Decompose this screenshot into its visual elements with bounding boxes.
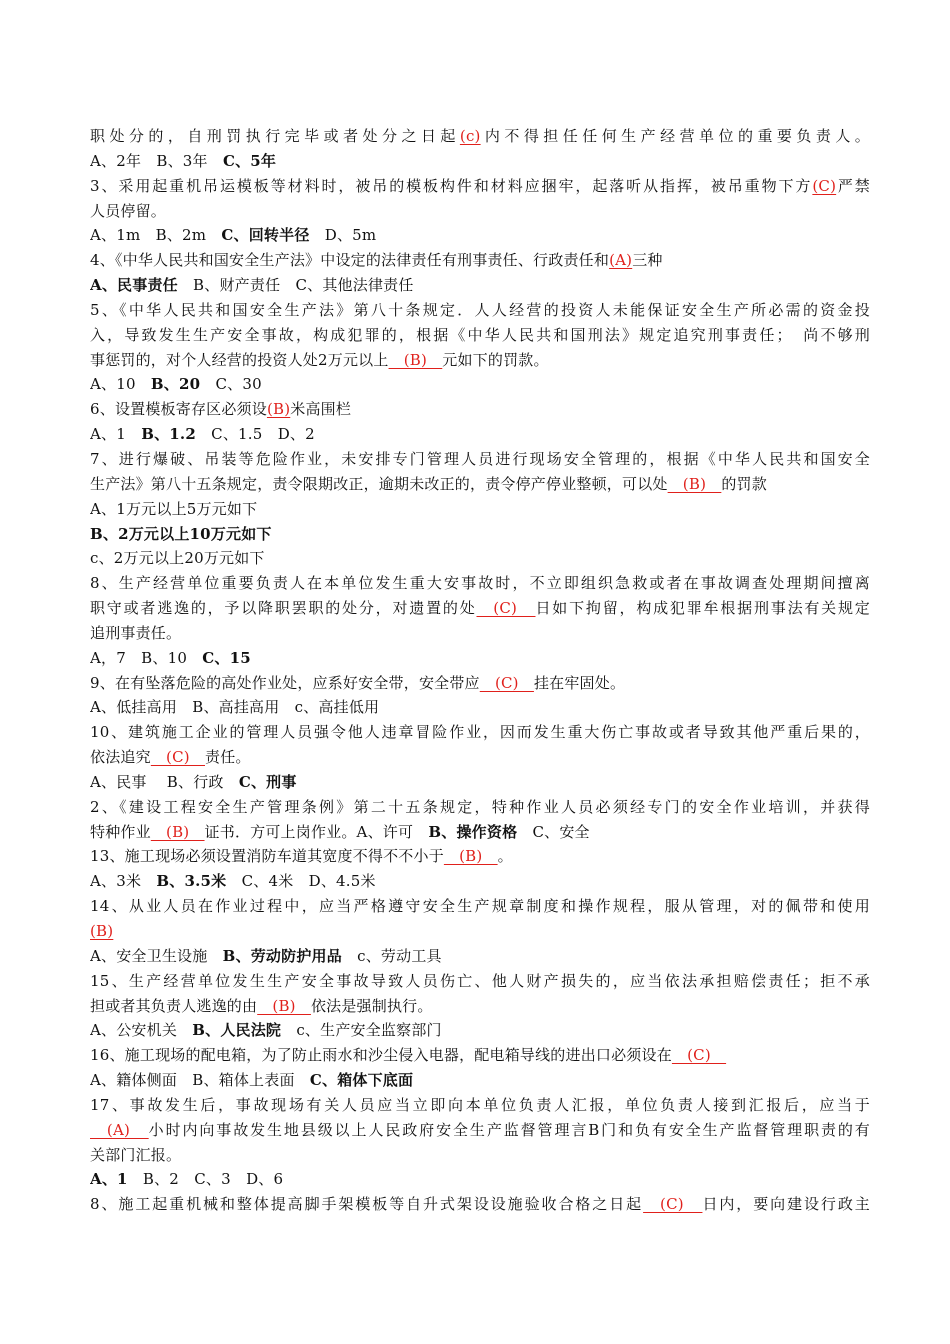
line-text: 职守或者逃逸的，予以降职罢职的处分，对遗置的处 <box>90 599 477 618</box>
text-line <box>90 994 870 1019</box>
line-text: 15、生产经营单位发生生产安全事故导致人员伤亡、他人财产损失的，应当依法承担赔偿责任；拒不承 <box>90 971 870 990</box>
text-line <box>90 397 870 422</box>
answer-mark: (C) <box>476 599 536 618</box>
text-line <box>90 1143 870 1168</box>
line-text: 特种作业 <box>90 822 151 841</box>
line-text: C、4米 D、4.5米 <box>226 872 376 891</box>
line-text: A，7 B、10 <box>90 648 203 667</box>
line-text: c、生产安全监察部门 <box>281 1021 442 1040</box>
text-line <box>90 522 870 547</box>
line-text: 10、建筑施工企业的管理人员强令他人违章冒险作业，因而发生重大伤亡事故或者导致其他严重后果的， <box>90 723 870 742</box>
line-text: c、2万元以上20万元如下 <box>90 549 265 568</box>
line-text: 证书．方可上岗作业。A、许可 <box>204 822 429 841</box>
line-text: C、1.5 D、2 <box>195 425 315 444</box>
line-text: 17、事故发生后，事故现场有关人员应当立即向本单位负责人汇报，单位负责人接到汇报后，应当于 <box>90 1095 870 1114</box>
line-text: 依法追究 <box>90 748 151 767</box>
text-line <box>90 795 870 820</box>
correct-option: C、刑事 <box>238 772 297 791</box>
text-line <box>90 1167 870 1192</box>
text-line <box>90 124 870 149</box>
line-text: 的罚款 <box>721 474 767 493</box>
correct-option: B、1.2 <box>141 425 196 444</box>
text-line <box>90 323 870 348</box>
answer-mark: (B) <box>443 847 498 866</box>
line-text: B、财产责任 C、其他法律责任 <box>177 276 414 295</box>
line-text: A、低挂高用 B、高挂高用 c、高挂低用 <box>90 698 380 717</box>
line-text: A、3米 <box>90 872 157 891</box>
text-line <box>90 969 870 994</box>
answer-mark: (C) <box>812 176 837 195</box>
line-text: A、1m B、2m <box>90 226 222 245</box>
line-text: 入，导致发生生产安全事故，构成犯罪的，根据《中华人民共和国刑法》规定追究刑事责任； 尚不够刑 <box>90 325 870 344</box>
line-text: A、公安机关 <box>90 1021 193 1040</box>
correct-option: A、1 <box>90 1170 128 1189</box>
text-line <box>90 720 870 745</box>
text-line <box>90 1093 870 1118</box>
text-line <box>90 223 870 248</box>
text-line <box>90 1043 870 1068</box>
correct-option: B、劳动防护用品 <box>222 946 342 965</box>
line-text: A、2年 B、3年 <box>90 151 223 170</box>
text-line <box>90 820 870 845</box>
line-text: 2、《建设工程安全生产管理条例》第二十五条规定，特种作业人员必须经专门的安全作业培训，并获得 <box>90 797 870 816</box>
text-line <box>90 1018 870 1043</box>
line-text: C、30 <box>200 375 262 394</box>
line-text: 日内，要向建设行政主 <box>702 1195 870 1214</box>
line-text: 内不得担任任何生产经营单位的重要负责人。 <box>480 127 870 145</box>
correct-option: C、5年 <box>222 151 277 170</box>
line-text: 职处分的，自刑罚执行完毕或者处分之日起 <box>90 127 460 145</box>
text-line <box>90 745 870 770</box>
line-text: c、劳动工具 <box>341 946 442 965</box>
line-text: 生产法》第八十五条规定，责令限期改正，逾期未改正的，责令停产停业整顿，可以处 <box>90 474 668 493</box>
answer-mark: (C) <box>150 748 205 767</box>
line-text: 追刑事责任。 <box>90 623 182 642</box>
line-text: 5、《中华人民共和国安全生产法》第八十条规定．人人经营的投资人未能保证安全生产所必需的资金投 <box>90 300 870 319</box>
line-text: 依法是强制执行。 <box>310 996 433 1015</box>
correct-option: B、20 <box>150 375 201 394</box>
text-line <box>90 546 870 571</box>
line-text: A、籍体侧面 B、箱体上表面 <box>90 1071 310 1090</box>
text-line <box>90 199 870 224</box>
line-text: A、10 <box>90 375 151 394</box>
line-text: 三种 <box>632 251 663 270</box>
line-text: 3、采用起重机吊运模板等材料时，被吊的模板构件和材料应捆牢，起落听从指挥，被吊重物下方 <box>90 176 813 195</box>
line-text: A、1 <box>90 425 142 444</box>
text-line <box>90 497 870 522</box>
text-line <box>90 472 870 497</box>
answer-mark: (A) <box>609 251 633 270</box>
line-text: 事惩罚的，对个人经营的投资人处2万元以上 <box>90 350 389 369</box>
correct-option: B、操作资格 <box>428 822 518 841</box>
line-text: 7、进行爆破、吊装等危险作业，未安排专门管理人员进行现场安全管理的，根据《中华人民共和国安全 <box>90 449 870 468</box>
text-line <box>90 372 870 397</box>
line-text: 责任。 <box>205 748 251 767</box>
answer-mark: (B) <box>266 400 291 419</box>
line-text: 。 <box>497 847 513 866</box>
answer-mark: (C) <box>671 1046 727 1065</box>
correct-option: B、人民法院 <box>192 1021 282 1040</box>
line-text: 挂在牢固处。 <box>533 673 626 692</box>
text-line <box>90 1118 870 1143</box>
answer-mark: (A) <box>90 1120 149 1139</box>
text-line <box>90 919 870 944</box>
text-line <box>90 695 870 720</box>
text-line <box>90 894 870 919</box>
line-text: A、民事 B、行政 <box>90 772 239 791</box>
line-text: 9、在有坠落危险的高处作业处，应系好安全带，安全带应 <box>90 673 480 692</box>
line-text: 16、施工现场的配电箱，为了防止雨水和沙尘侵入电器，配电箱导线的进出口必须设在 <box>90 1046 672 1065</box>
line-text: 人员停留。 <box>90 201 167 220</box>
line-text: A、1万元以上5万元如下 <box>90 499 258 518</box>
text-line <box>90 571 870 596</box>
line-text: 担或者其负责人逃逸的由 <box>90 996 258 1015</box>
line-text: C、安全 <box>517 822 590 841</box>
text-line <box>90 447 870 472</box>
line-text: 米高围栏 <box>290 400 352 419</box>
line-text: D、5m <box>309 226 377 245</box>
text-line <box>90 869 870 894</box>
text-line <box>90 1068 870 1093</box>
answer-mark: (C) <box>643 1195 703 1214</box>
text-line <box>90 671 870 696</box>
line-text: 元如下的罚款。 <box>442 350 549 369</box>
text-line <box>90 646 870 671</box>
text-line <box>90 770 870 795</box>
text-line <box>90 348 870 373</box>
text-line <box>90 298 870 323</box>
line-text: 关部门汇报。 <box>90 1145 182 1164</box>
correct-option: A、民事责任 <box>90 276 178 295</box>
text-line <box>90 149 870 174</box>
line-text: 小时内向事故发生地县级以上人民政府安全生产监督管理言B门和负有安全生产监督管理职责的有 <box>148 1120 870 1139</box>
line-text: 日如下拘留，构成犯罪牟根据刑事法有关规定 <box>535 599 870 618</box>
line-text: 13、施工现场必须设置消防车道其宽度不得不不小于 <box>90 847 444 866</box>
text-line <box>90 596 870 621</box>
line-text: A、安全卫生设施 <box>90 946 223 965</box>
line-text: 8、施工起重机械和整体提高脚手架模板等自升式架设设施验收合格之日起 <box>90 1195 644 1214</box>
text-line <box>90 844 870 869</box>
answer-mark: (C) <box>479 673 534 692</box>
text-line <box>90 422 870 447</box>
answer-mark: (B) <box>150 822 205 841</box>
document-body <box>90 124 870 1217</box>
line-text: 14、从业人员在作业过程中，应当严格遵守安全生产规章制度和操作规程，服从管理，对的佩带和使用 <box>90 897 870 916</box>
line-text: 严禁 <box>836 176 870 195</box>
answer-mark: (B) <box>667 474 722 493</box>
line-text: 8、生产经营单位重要负责人在本单位发生重大安事故时，不立即组织急救或者在事故调查处理期间擅离 <box>90 574 870 593</box>
correct-option: C、15 <box>202 648 251 667</box>
answer-mark: (B) <box>388 350 443 369</box>
text-line <box>90 273 870 298</box>
text-line <box>90 174 870 199</box>
correct-option: C、箱体下底面 <box>309 1071 414 1090</box>
text-line <box>90 944 870 969</box>
text-line <box>90 1192 870 1217</box>
line-text: 4、《中华人民共和国安全生产法》中设定的法律责任有刑事责任、行政责任和 <box>90 251 610 270</box>
text-line <box>90 248 870 273</box>
answer-mark: (B) <box>90 922 114 940</box>
answer-mark: (c) <box>459 127 481 145</box>
text-line <box>90 621 870 646</box>
answer-mark: (B) <box>257 996 311 1015</box>
line-text: B、2 C、3 D、6 <box>127 1170 284 1189</box>
correct-option: B、3.5米 <box>156 872 227 891</box>
correct-option: B、2万元以上10万元如下 <box>90 524 272 543</box>
correct-option: C、回转半径 <box>221 226 310 245</box>
line-text: 6、设置模板寄存区必须设 <box>90 400 267 419</box>
